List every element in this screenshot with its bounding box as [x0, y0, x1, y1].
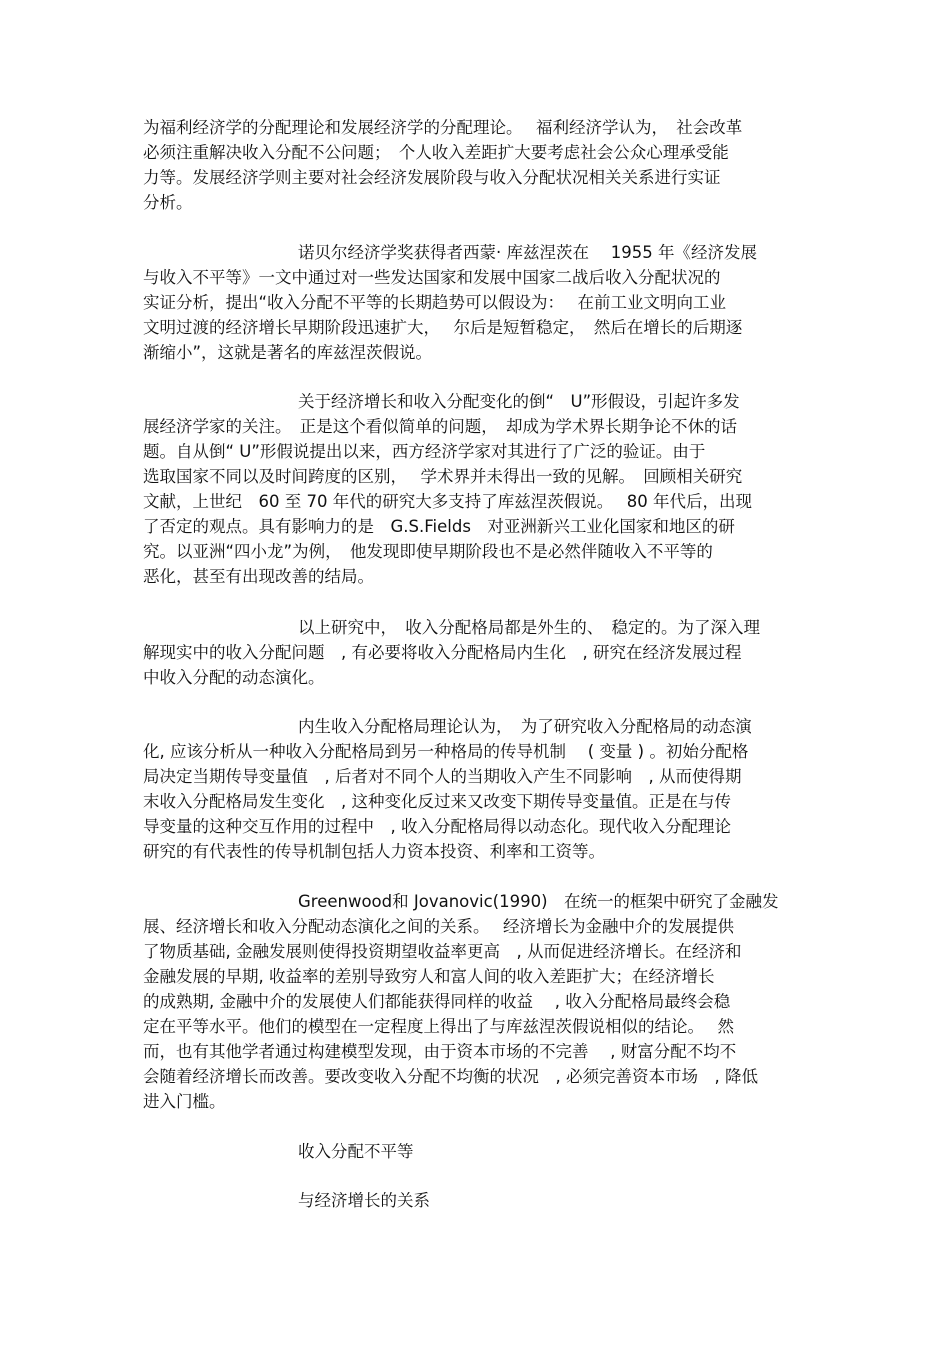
text-line: 以上研究中， 收入分配格局都是外生的、 稳定的。为了深入理 [298, 618, 760, 637]
text-line: 中收入分配的动态演化。 [143, 668, 325, 687]
text-line: 而，也有其他学者通过构建模型发现，由于资本市场的不完善 , 财富分配不均不 [143, 1042, 737, 1061]
section-heading: 与经济增长的关系 [298, 1191, 430, 1210]
text-line: 内生收入分配格局理论认为， 为了研究收入分配格局的动态演 [298, 717, 752, 736]
text-line: 研究的有代表性的传导机制包括人力资本投资、利率和工资等。 [143, 842, 605, 861]
section-heading: 收入分配不平等 [298, 1142, 414, 1161]
text-line: 实证分析，提出“收入分配不平等的长期趋势可以假设为： 在前工业文明向工业 [143, 293, 727, 312]
text-line: 渐缩小”，这就是著名的库兹涅茨假说。 [143, 343, 433, 362]
text-line: Greenwood和 Jovanovic(1990) 在统一的框架中研究了金融发 [298, 892, 779, 911]
text-line: 局决定当期传导变量值 , 后者对不同个人的当期收入产生不同影响 , 从而使得期 [143, 767, 742, 786]
text-line: 为福利经济学的分配理论和发展经济学的分配理论。 福利经济学认为， 社会改革 [143, 118, 743, 137]
text-line: 解现实中的收入分配问题 , 有必要将收入分配格局内生化 , 研究在经济发展过程 [143, 643, 742, 662]
text-line: 诺贝尔经济学奖获得者西蒙· 库兹涅茨在 1955 年《经济发展 [298, 243, 757, 262]
text-line: 恶化，甚至有出现改善的结局。 [143, 567, 374, 586]
text-line: 进入门槛。 [143, 1092, 226, 1111]
text-line: 金融发展的早期, 收益率的差别导致穷人和富人间的收入差距扩大；在经济增长 [143, 967, 715, 986]
text-line: 必须注重解决收入分配不公问题； 个人收入差距扩大要考虑社会公众心理承受能 [143, 143, 729, 162]
text-line: 力等。发展经济学则主要对社会经济发展阶段与收入分配状况相关关系进行实证 [143, 168, 721, 187]
text-line: 末收入分配格局发生变化 , 这种变化反过来又改变下期传导变量值。正是在与传 [143, 792, 731, 811]
text-line: 题。自从倒“ U”形假说提出以来，西方经济学家对其进行了广泛的验证。由于 [143, 442, 706, 461]
text-line: 导变量的这种交互作用的过程中 , 收入分配格局得以动态化。现代收入分配理论 [143, 817, 731, 836]
text-line: 究。以亚洲“四小龙”为例， 他发现即使早期阶段也不是必然伴随收入不平等的 [143, 542, 713, 561]
text-line: 的成熟期, 金融中介的发展使人们都能获得同样的收益 , 收入分配格局最终会稳 [143, 992, 731, 1011]
text-line: 选取国家不同以及时间跨度的区别， 学术界并未得出一致的见解。 回顾相关研究 [143, 467, 743, 486]
text-line: 会随着经济增长而改善。要改变收入分配不均衡的状况 , 必须完善资本市场 , 降低 [143, 1067, 758, 1086]
text-line: 分析。 [143, 193, 193, 212]
text-line: 与收入不平等》一文中通过对一些发达国家和发展中国家二战后收入分配状况的 [143, 268, 721, 287]
text-line: 了物质基础, 金融发展则使得投资期望收益率更高 , 从而促进经济增长。在经济和 [143, 942, 742, 961]
text-line: 了否定的观点。具有影响力的是 G.S.Fields 对亚洲新兴工业化国家和地区的研 [143, 517, 735, 536]
text-line: 展经济学家的关注。 正是这个看似简单的问题， 却成为学术界长期争论不休的话 [143, 417, 737, 436]
text-line: 定在平等水平。他们的模型在一定程度上得出了与库兹涅茨假说相似的结论。 然 [143, 1017, 734, 1036]
text-line: 化, 应该分析从一种收入分配格局到另一种格局的传导机制 ( 变量 ) 。初始分配格 [143, 742, 749, 761]
text-line: 文明过渡的经济增长早期阶段迅速扩大， 尔后是短暂稳定， 然后在增长的后期逐 [143, 318, 743, 337]
text-line: 文献，上世纪 60 至 70 年代的研究大多支持了库兹涅茨假说。 80 年代后，出现 [143, 492, 752, 511]
text-line: 展、经济增长和收入分配动态演化之间的关系。 经济增长为金融中介的发展提供 [143, 917, 734, 936]
text-line: 关于经济增长和收入分配变化的倒“ U”形假设，引起许多发 [298, 392, 740, 411]
